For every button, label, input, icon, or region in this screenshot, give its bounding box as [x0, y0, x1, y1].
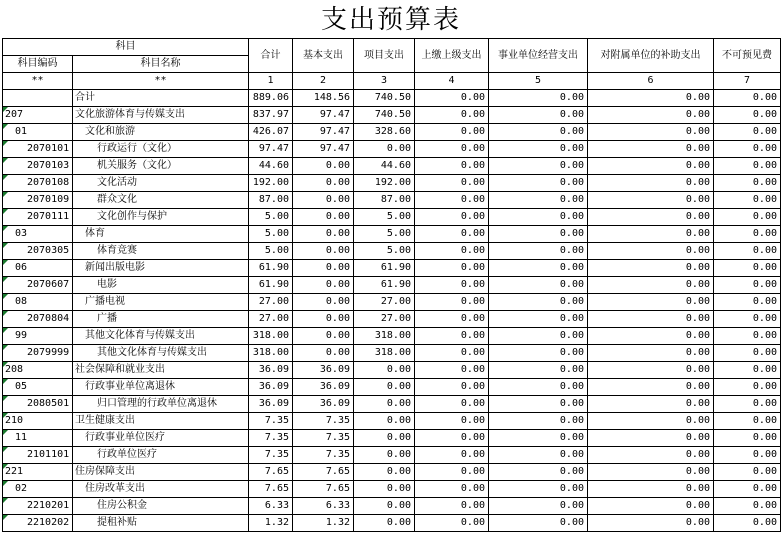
table-row [3, 413, 781, 430]
amount-cell: 5.00 [249, 209, 293, 226]
amount-cell: 0.00 [588, 192, 714, 209]
amount-cell: 0.00 [489, 107, 588, 124]
table-row [3, 294, 781, 311]
amount-cell: 328.60 [354, 124, 415, 141]
subject-code-cell: 207 [3, 107, 73, 124]
amount-cell: 0.00 [489, 464, 588, 481]
amount-cell: 7.35 [249, 447, 293, 464]
amount-cell: 0.00 [489, 481, 588, 498]
amount-cell: 44.60 [249, 158, 293, 175]
subject-name-cell: 文化创作与保护 [73, 209, 249, 226]
subject-name-cell: 合计 [73, 90, 249, 107]
amount-cell: 0.00 [415, 294, 489, 311]
amount-cell: 36.09 [249, 396, 293, 413]
amount-cell: 0.00 [293, 226, 354, 243]
amount-cell: 0.00 [714, 447, 781, 464]
amount-cell: 740.50 [354, 90, 415, 107]
amount-cell: 0.00 [588, 158, 714, 175]
amount-cell: 0.00 [415, 464, 489, 481]
amount-cell: 0.00 [588, 430, 714, 447]
subject-code-cell: 2070305 [3, 243, 73, 260]
amount-cell: 0.00 [489, 328, 588, 345]
amount-cell: 0.00 [489, 141, 588, 158]
amount-cell: 0.00 [714, 464, 781, 481]
table-row [3, 430, 781, 447]
table-body [3, 90, 781, 532]
amount-cell: 44.60 [354, 158, 415, 175]
table-row [3, 277, 781, 294]
index-cell: 5 [489, 73, 588, 90]
subject-name-cell: 提租补贴 [73, 515, 249, 532]
subject-name-cell: 体育竞赛 [73, 243, 249, 260]
amount-cell: 0.00 [489, 362, 588, 379]
amount-cell: 0.00 [489, 158, 588, 175]
subject-name-cell: 归口管理的行政单位离退休 [73, 396, 249, 413]
table-row [3, 107, 781, 124]
amount-cell: 0.00 [714, 345, 781, 362]
amount-cell: 7.35 [293, 413, 354, 430]
amount-cell: 0.00 [489, 498, 588, 515]
amount-cell: 0.00 [588, 311, 714, 328]
amount-cell: 0.00 [415, 430, 489, 447]
subject-code-cell: 208 [3, 362, 73, 379]
amount-cell: 27.00 [249, 311, 293, 328]
amount-cell: 0.00 [415, 260, 489, 277]
amount-cell: 0.00 [714, 362, 781, 379]
amount-cell: 0.00 [714, 192, 781, 209]
amount-cell: 27.00 [354, 311, 415, 328]
amount-cell: 0.00 [293, 260, 354, 277]
amount-cell: 1.32 [249, 515, 293, 532]
amount-cell: 0.00 [489, 243, 588, 260]
table-row [3, 124, 781, 141]
table-row [3, 464, 781, 481]
table-row [3, 260, 781, 277]
amount-cell: 6.33 [249, 498, 293, 515]
subject-name-cell: 住房公积金 [73, 498, 249, 515]
amount-cell: 0.00 [415, 192, 489, 209]
subject-code-cell: 2070103 [3, 158, 73, 175]
amount-cell: 0.00 [293, 277, 354, 294]
subject-code-cell: 2070804 [3, 311, 73, 328]
table-row [3, 209, 781, 226]
index-cell: 3 [354, 73, 415, 90]
amount-cell: 0.00 [588, 481, 714, 498]
amount-cell: 0.00 [354, 413, 415, 430]
amount-cell: 97.47 [293, 141, 354, 158]
amount-cell: 27.00 [354, 294, 415, 311]
amount-cell: 0.00 [489, 345, 588, 362]
amount-cell: 0.00 [588, 379, 714, 396]
budget-table [2, 38, 781, 532]
subject-name-cell: 卫生健康支出 [73, 413, 249, 430]
subject-name-cell: 行政运行（文化） [73, 141, 249, 158]
subject-code-cell: 01 [3, 124, 73, 141]
index-cell: 6 [588, 73, 714, 90]
amount-cell: 0.00 [415, 107, 489, 124]
amount-cell: 97.47 [249, 141, 293, 158]
amount-cell: 36.09 [293, 362, 354, 379]
amount-cell: 0.00 [354, 141, 415, 158]
header-reserve: 不可预见费 [714, 39, 781, 73]
amount-cell: 0.00 [415, 328, 489, 345]
subject-code-cell: 2210201 [3, 498, 73, 515]
amount-cell: 0.00 [714, 124, 781, 141]
amount-cell: 0.00 [293, 328, 354, 345]
amount-cell: 7.35 [249, 413, 293, 430]
amount-cell: 0.00 [415, 447, 489, 464]
amount-cell: 0.00 [415, 481, 489, 498]
amount-cell: 0.00 [588, 345, 714, 362]
amount-cell: 0.00 [588, 328, 714, 345]
amount-cell: 0.00 [588, 464, 714, 481]
amount-cell: 0.00 [489, 430, 588, 447]
amount-cell: 0.00 [714, 209, 781, 226]
amount-cell: 0.00 [489, 260, 588, 277]
table-row [3, 379, 781, 396]
amount-cell: 0.00 [354, 362, 415, 379]
amount-cell: 0.00 [588, 515, 714, 532]
index-cell: ** [3, 73, 73, 90]
table-row [3, 311, 781, 328]
amount-cell: 0.00 [415, 158, 489, 175]
table-row [3, 328, 781, 345]
amount-cell: 0.00 [714, 430, 781, 447]
table-row [3, 175, 781, 192]
amount-cell: 0.00 [588, 498, 714, 515]
table-row [3, 498, 781, 515]
subject-code-cell: 02 [3, 481, 73, 498]
subject-code-cell: 2070109 [3, 192, 73, 209]
subject-code-cell: 2080501 [3, 396, 73, 413]
subject-code-cell: 99 [3, 328, 73, 345]
index-row [3, 73, 781, 90]
amount-cell: 0.00 [714, 158, 781, 175]
table-row [3, 226, 781, 243]
amount-cell: 0.00 [489, 294, 588, 311]
subject-name-cell: 广播 [73, 311, 249, 328]
amount-cell: 61.90 [249, 277, 293, 294]
amount-cell: 36.09 [249, 362, 293, 379]
amount-cell: 0.00 [489, 90, 588, 107]
header-subsidy: 对附属单位的补助支出 [588, 39, 714, 73]
amount-cell: 0.00 [714, 498, 781, 515]
subject-code-cell: 2070607 [3, 277, 73, 294]
amount-cell: 0.00 [354, 481, 415, 498]
amount-cell: 0.00 [415, 311, 489, 328]
amount-cell: 0.00 [293, 345, 354, 362]
amount-cell: 0.00 [714, 396, 781, 413]
header-business: 事业单位经营支出 [489, 39, 588, 73]
amount-cell: 0.00 [588, 362, 714, 379]
amount-cell: 0.00 [714, 175, 781, 192]
amount-cell: 0.00 [489, 175, 588, 192]
amount-cell: 0.00 [293, 175, 354, 192]
amount-cell: 0.00 [489, 226, 588, 243]
subject-name-cell: 文化活动 [73, 175, 249, 192]
amount-cell: 0.00 [293, 192, 354, 209]
table-row [3, 396, 781, 413]
amount-cell: 61.90 [354, 277, 415, 294]
amount-cell: 0.00 [588, 107, 714, 124]
amount-cell: 837.97 [249, 107, 293, 124]
amount-cell: 0.00 [489, 396, 588, 413]
amount-cell: 36.09 [293, 396, 354, 413]
subject-name-cell: 住房改革支出 [73, 481, 249, 498]
subject-code-cell: 2070108 [3, 175, 73, 192]
amount-cell: 318.00 [354, 328, 415, 345]
subject-name-cell: 电影 [73, 277, 249, 294]
subject-code-cell: 2070111 [3, 209, 73, 226]
amount-cell: 0.00 [714, 107, 781, 124]
amount-cell: 0.00 [489, 311, 588, 328]
index-cell: 2 [293, 73, 354, 90]
amount-cell: 0.00 [588, 209, 714, 226]
amount-cell: 5.00 [354, 209, 415, 226]
table-row [3, 481, 781, 498]
table-row [3, 141, 781, 158]
amount-cell: 0.00 [293, 158, 354, 175]
amount-cell: 0.00 [354, 379, 415, 396]
subject-code-cell: 2079999 [3, 345, 73, 362]
subject-code-cell: 11 [3, 430, 73, 447]
header-subject-code: 科目编码 [3, 56, 73, 73]
amount-cell: 0.00 [588, 260, 714, 277]
amount-cell: 97.47 [293, 107, 354, 124]
amount-cell: 0.00 [714, 379, 781, 396]
amount-cell: 1.32 [293, 515, 354, 532]
subject-code-cell: 210 [3, 413, 73, 430]
index-cell: ** [73, 73, 249, 90]
header-upper-payment: 上缴上级支出 [415, 39, 489, 73]
subject-name-cell: 文化和旅游 [73, 124, 249, 141]
amount-cell: 0.00 [588, 226, 714, 243]
amount-cell: 0.00 [415, 515, 489, 532]
amount-cell: 0.00 [415, 498, 489, 515]
amount-cell: 0.00 [489, 515, 588, 532]
amount-cell: 0.00 [293, 243, 354, 260]
amount-cell: 97.47 [293, 124, 354, 141]
amount-cell: 61.90 [354, 260, 415, 277]
amount-cell: 5.00 [354, 243, 415, 260]
subject-name-cell: 机关服务（文化） [73, 158, 249, 175]
amount-cell: 0.00 [415, 396, 489, 413]
amount-cell: 61.90 [249, 260, 293, 277]
amount-cell: 0.00 [714, 481, 781, 498]
amount-cell: 0.00 [293, 209, 354, 226]
amount-cell: 0.00 [415, 362, 489, 379]
amount-cell: 7.35 [293, 447, 354, 464]
subject-code-cell: 2070101 [3, 141, 73, 158]
amount-cell: 87.00 [354, 192, 415, 209]
index-cell: 7 [714, 73, 781, 90]
amount-cell: 6.33 [293, 498, 354, 515]
amount-cell: 0.00 [714, 260, 781, 277]
subject-code-cell: 221 [3, 464, 73, 481]
subject-name-cell: 新闻出版电影 [73, 260, 249, 277]
index-cell: 4 [415, 73, 489, 90]
subject-code-cell: 2101101 [3, 447, 73, 464]
amount-cell: 0.00 [354, 515, 415, 532]
amount-cell: 0.00 [714, 243, 781, 260]
header-basic: 基本支出 [293, 39, 354, 73]
subject-name-cell: 其他文化体育与传媒支出 [73, 328, 249, 345]
subject-code-cell [3, 90, 73, 107]
amount-cell: 0.00 [354, 498, 415, 515]
amount-cell: 0.00 [714, 328, 781, 345]
amount-cell: 318.00 [249, 328, 293, 345]
amount-cell: 0.00 [293, 294, 354, 311]
amount-cell: 0.00 [714, 226, 781, 243]
amount-cell: 0.00 [415, 90, 489, 107]
amount-cell: 0.00 [354, 396, 415, 413]
subject-name-cell: 社会保障和就业支出 [73, 362, 249, 379]
amount-cell: 0.00 [588, 124, 714, 141]
amount-cell: 740.50 [354, 107, 415, 124]
amount-cell: 0.00 [588, 294, 714, 311]
subject-code-cell: 2210202 [3, 515, 73, 532]
subject-name-cell: 行政事业单位离退休 [73, 379, 249, 396]
table-row [3, 192, 781, 209]
amount-cell: 36.09 [293, 379, 354, 396]
amount-cell: 0.00 [588, 396, 714, 413]
header-subject-group: 科目 [3, 39, 249, 56]
amount-cell: 0.00 [714, 311, 781, 328]
amount-cell: 7.65 [249, 481, 293, 498]
header-total: 合计 [249, 39, 293, 73]
subject-code-cell: 03 [3, 226, 73, 243]
table-row [3, 345, 781, 362]
amount-cell: 426.07 [249, 124, 293, 141]
amount-cell: 0.00 [415, 226, 489, 243]
amount-cell: 318.00 [354, 345, 415, 362]
amount-cell: 0.00 [415, 413, 489, 430]
table-row [3, 158, 781, 175]
amount-cell: 7.65 [293, 481, 354, 498]
amount-cell: 0.00 [489, 209, 588, 226]
amount-cell: 318.00 [249, 345, 293, 362]
amount-cell: 0.00 [714, 277, 781, 294]
amount-cell: 0.00 [588, 447, 714, 464]
amount-cell: 0.00 [714, 515, 781, 532]
subject-code-cell: 06 [3, 260, 73, 277]
subject-code-cell: 08 [3, 294, 73, 311]
subject-name-cell: 住房保障支出 [73, 464, 249, 481]
amount-cell: 0.00 [415, 124, 489, 141]
subject-name-cell: 文化旅游体育与传媒支出 [73, 107, 249, 124]
amount-cell: 0.00 [714, 413, 781, 430]
amount-cell: 0.00 [714, 90, 781, 107]
amount-cell: 7.65 [249, 464, 293, 481]
amount-cell: 0.00 [354, 447, 415, 464]
amount-cell: 7.35 [293, 430, 354, 447]
amount-cell: 0.00 [588, 413, 714, 430]
amount-cell: 0.00 [415, 141, 489, 158]
amount-cell: 0.00 [588, 141, 714, 158]
amount-cell: 36.09 [249, 379, 293, 396]
amount-cell: 0.00 [415, 379, 489, 396]
amount-cell: 5.00 [354, 226, 415, 243]
subject-name-cell: 行政事业单位医疗 [73, 430, 249, 447]
amount-cell: 0.00 [489, 413, 588, 430]
amount-cell: 7.65 [293, 464, 354, 481]
amount-cell: 87.00 [249, 192, 293, 209]
amount-cell: 0.00 [588, 277, 714, 294]
amount-cell: 7.35 [249, 430, 293, 447]
amount-cell: 0.00 [588, 90, 714, 107]
subject-code-cell: 05 [3, 379, 73, 396]
amount-cell: 0.00 [489, 379, 588, 396]
amount-cell: 5.00 [249, 243, 293, 260]
amount-cell: 0.00 [415, 175, 489, 192]
header-project: 项目支出 [354, 39, 415, 73]
amount-cell: 0.00 [415, 243, 489, 260]
amount-cell: 889.06 [249, 90, 293, 107]
amount-cell: 192.00 [354, 175, 415, 192]
amount-cell: 0.00 [714, 294, 781, 311]
amount-cell: 192.00 [249, 175, 293, 192]
amount-cell: 0.00 [415, 277, 489, 294]
table-row [3, 243, 781, 260]
subject-name-cell: 其他文化体育与传媒支出 [73, 345, 249, 362]
amount-cell: 0.00 [415, 345, 489, 362]
amount-cell: 0.00 [588, 243, 714, 260]
subject-name-cell: 体育 [73, 226, 249, 243]
table-row [3, 447, 781, 464]
header-subject-name: 科目名称 [73, 56, 249, 73]
subject-name-cell: 群众文化 [73, 192, 249, 209]
amount-cell: 0.00 [489, 192, 588, 209]
table-row [3, 90, 781, 107]
amount-cell: 5.00 [249, 226, 293, 243]
amount-cell: 0.00 [714, 141, 781, 158]
subject-name-cell: 广播电视 [73, 294, 249, 311]
amount-cell: 0.00 [293, 311, 354, 328]
amount-cell: 0.00 [354, 464, 415, 481]
amount-cell: 0.00 [489, 277, 588, 294]
table-row [3, 362, 781, 379]
amount-cell: 27.00 [249, 294, 293, 311]
table-row [3, 515, 781, 532]
amount-cell: 0.00 [415, 209, 489, 226]
amount-cell: 0.00 [354, 430, 415, 447]
amount-cell: 0.00 [489, 447, 588, 464]
amount-cell: 148.56 [293, 90, 354, 107]
subject-name-cell: 行政单位医疗 [73, 447, 249, 464]
index-cell: 1 [249, 73, 293, 90]
amount-cell: 0.00 [588, 175, 714, 192]
amount-cell: 0.00 [489, 124, 588, 141]
page-title: 支出预算表 [320, 5, 461, 35]
